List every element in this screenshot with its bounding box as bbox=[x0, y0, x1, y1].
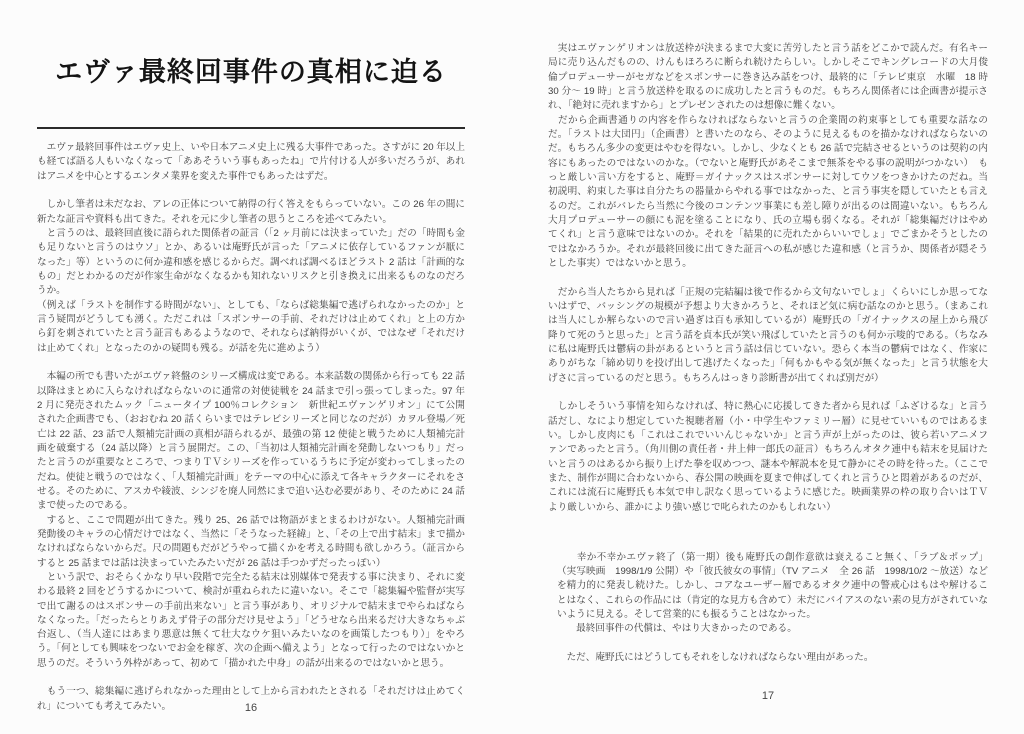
paragraph: 幸か不幸かエヴァ終了（第一期）後も庵野氏の創作意欲は衰えること無く、「ラブ＆ポップ」（実写映画 1998/1/9 公開）や「彼氏彼女の事情」（TV アニメ 全 26 話 1998/10/2 ～放送）などを精力的に発表し続けた。しかし、コアなユーザー層であるオタク連中の警戒心はもはや解けることはなく、これらの作品には（肯定的な見方も含めて）未だにバイアスのない素の見方がされていないように見える。そして営業的にも振るうことはなかった。 bbox=[557, 551, 988, 620]
paragraph: すると、ここで問題が出てきた。残り 25、26 話では物語がまとまるわけがない。人類補完計画発動後のキャラの心情だけではなく、当然に「そうなった経緯」と、「その上で出す結末」まで描かなければならないからだ。尺の問題もだがどうやって描くかを考える時間も欲しかろう。（証言からすると 25 話までは話は決まっていたみたいだが 26 話は手つかずだったっぽい） bbox=[37, 514, 465, 569]
right-page-body bbox=[548, 42, 988, 665]
paragraph: 実はエヴァンゲリオンは放送枠が決まるまで大変に苦労したと言う話をどこかで読んだ。有名キー局に売り込んだものの、けんもほろろに断られ続けたらしい。しかしそこでキングレコードの大月俊倫プロデューサーがセガなどをスポンサーに巻き込み話をつけ、最終的に「テレビ東京 水曜 18 時 30 分～ 19 時」と言う放送枠を取るのに成功したと言うものだ。もちろん関係者には企画書が提示され、「絶対に売れますから」とプレゼンされたのは想像に難くない。 bbox=[548, 43, 988, 112]
paragraph: もう一つ、総集編に逃げられなかった理由として上から言われたとされる「それだけは止めてくれ」についても考えてみたい。 bbox=[37, 686, 465, 712]
left-page-body bbox=[37, 141, 465, 714]
paragraph: だから当人たちから見れば「正規の完結編は後で作るから文句ないでしょ」くらいにしか思ってないはずで、バッシングの規模が予想より大きかろうと、それほど気に病む話なのかと思う。（まあこれは当人にしか解らないので言い過ぎは百も承知しているが）庵野氏の「ガイナックスの屋上から飛び降りて死のうと思った」と言う話を貞本氏が笑い飛ばしていたと言うのも何か示唆的である。（ちなみに私は庵野氏は鬱病の卦があるというと言う話は信じていない。恐らく本当の鬱病ではなく、作家にありがちな「締め切りを投げ出して逃げたくなった」「何もかもやる気が無くなった」と言う状態を大げさに言っているのだと思う。もちろんはっきり診断書が出てくれば別だが） bbox=[548, 286, 988, 384]
paragraph: エヴァ最終回事件はエヴァ史上、いや日本アニメ史上に残る大事件であった。さすがに 20 年以上も経てば語る人もいなくなって「ああそういう事もあったね」で片付ける人が多いだろうが、あれはアニメを中心とするエンタメ業界を変えた事件でもあったはずだ。 bbox=[37, 142, 465, 182]
paragraph: 最終回事件の代償は、やはり大きかったのである。 bbox=[557, 623, 797, 635]
page-16 bbox=[37, 0, 465, 734]
paragraph: しかし筆者は未だなお、アレの正体について納得の行く答えをもらっていない。この 26 年の間に新たな証言や資料も出てきた。それを元に少し筆者の思うところを述べてみたい。 bbox=[37, 199, 465, 225]
paragraph: だから企画書通りの内容を作らなければならないと言うの企業間の約束事としても重要な話なのだ。「ラストは大団円」（企画書）と書いたのなら、そのように見えるものを描かなければならないのだ。もちろん多少の変更はやむを得ない。しかし、少なくとも 26 話で完結させるというのは契約の内容にもあったのではないのかな。（でないと庵野氏があそこまで無茶をやる事の説明がつかない） もっと厳しい言い方をすると、庵野＝ガイナックスはスポンサーに対してウソをつきかけたのだね。当初説明、約束した事は自分たちの器量からやれる事ではなかった、と言う事実を隠していたとも言えるのだ。これがバレたら当然に今後のコンテンツ事業にも差し障りが出るのは間違いない。もちろん大月プロデューサーの顔にも泥を塗ることになり、氏の立場も弱くなる。それが「総集編だけはやめてくれ」と言う意味ではないのか。それを「結果的に売れたからいいでしょ」でごまかそうとしたのではなかろうか。それが最終回後に出てきた証言への私が感じた違和感（と言うか、関係者が隠そうとした事実）ではないかと思う。 bbox=[548, 114, 988, 269]
title-divider bbox=[37, 127, 465, 129]
page-number-right: 17 bbox=[761, 690, 775, 702]
page-number-left: 16 bbox=[244, 702, 258, 714]
paragraph: ただ、庵野氏にはどうしてもそれをしなければならない理由があった。 bbox=[557, 651, 874, 663]
paragraph: 本編の所でも書いたがエヴァ終盤のシリーズ構成は変である。本来話数の関係から行っても 22 話以降はまとめに入らなければならないのに通常の対使徒戦を 24 話まで引っ張ってしまった。97 年 2 月に発売されたムック「ニュータイプ 100％コレクション 新世紀エヴァンゲリオン」にて公開された企画書でも、（おおむね 20 話くらいまではテレビシリーズと同じなのだが）カヲル登場／死亡は 22 話、23 話で人類補完計画の真相が語られるが、最強の第 12 使徒と戦うために人類補完計画を破棄する（24 話以降）と言う展開だ。この、「当初は人類補完計画を発動しないつもり」だったと言うのが重要なところで、つまりＴＶシリーズを作っているうちに予定が変わってしまったのだね。使徒と戦うのではなく、「人類補完計画」をテーマの中心に添えて各キャラクターにそれをさせる。そのために、アスカや綾波、シンジを廃人同然にまで追い込む必要があり、そのために 24 話まで使ったのである。 bbox=[37, 371, 465, 512]
page-17 bbox=[548, 0, 988, 734]
paragraph: しかしそういう事情を知らなければ、特に熱心に応援してきた者から見れば「ふざけるな」と言う話だし、なにより想定していた視聴者層（小・中学生やファミリー層）に見せていいものではあるまい。しかし皮肉にも「これはこれでいいんじゃないか」と言う声が上がったのは、彼ら若いアニメファンであったと言う。（角川側の責任者・井上伸一郎氏の証言）もちろんオタク連中も結末を見届けたいと言うのはあるから振り上げた拳を収めつつ、謎本や解説本を見て静かにその時を待った。（ここでまた、制作が間に合わないから、春公開の映画を夏まで伸ばしてくれと言うひと悶着があるのだが、これには流石に庵野氏も本気で申し訳なく思っているように感じた。映画業界の枠の取り合いはＴＶより厳しいから、誰かにより強い感じで叱られたのかもしれない） bbox=[548, 401, 988, 513]
paragraph: と言うのは、最終回直後に語られた関係者の証言（「2 ヶ月前には決まっていた」だの「時間も金も足りないと言うのはウソ」とか、あるいは庵野氏が言った「アニメに依存しているファンが厭になった」等）というのに何か違和感を感じるからだ。調べれば調べるほどラスト 2 話は「計画的なもの」だとわかるのだが作家生命がなくなるかも知れないリスクと引き換えに出来るものなのだろうか。 bbox=[37, 227, 465, 297]
article-title: エヴァ最終回事件の真相に迫る bbox=[55, 57, 447, 87]
paragraph: （例えば「ラストを制作する時間がない」、としても、「ならば総集編で逃げられなかったのか」と言う疑問がどうしても湧く。ただこれは「スポンサーの手前、それだけは止めてくれ」と上の方から釘を刺されていたと言う証言もあるようなので、それならば納得がいくが、ではなぜ「それだけは止めてくれ」となったのかの疑問も残る。が話を先に進めよう） bbox=[37, 299, 465, 354]
paragraph: という訳で、おそらくかなり早い段階で完全たる結末は別媒体で発表する事に決まり、それに変わる最終 2 回をどうするかについて、検討が重ねられたに違いない。そこで「総集編や監督が実写で出て謝るのはスポンサーの手前出来ない」と言う事があり、オリジナルで結末までやらねばならなくなった。「だったらとりあえず骨子の部分だけ見せよう」「どうせなら出来るだけ大きなちゃぶ台返し、（当人達にはあまり悪意は無くて壮大なウケ狙いみたいなのを画策したつもり）」をやろう。「何としても興味をつないでお金を稼ぎ、次の企画へ備えよう」となって行ったのではないかと思うのだ。そういう外枠があって、初めて「描かれた中身」の話が出来るのではないかと思う。 bbox=[37, 571, 465, 669]
